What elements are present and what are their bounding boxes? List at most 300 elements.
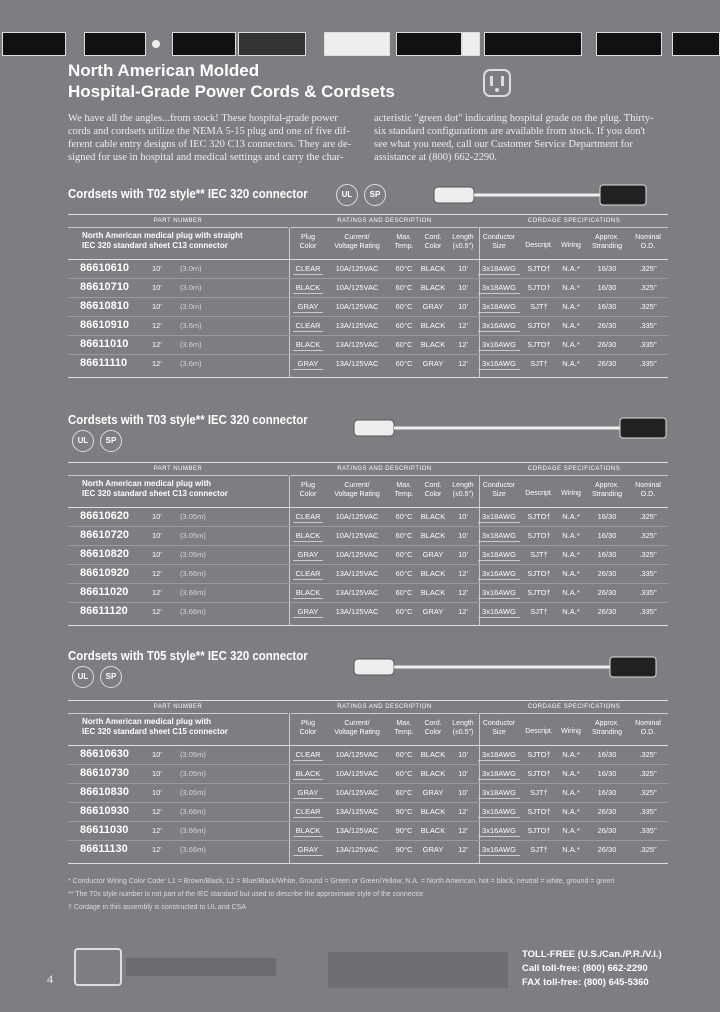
length-feet: 10': [152, 283, 162, 292]
column-header-plug: Plug Color: [299, 234, 317, 250]
column-header-cur: Current/ Voltage Rating: [334, 482, 380, 498]
cell-wir: N.A.*: [562, 302, 580, 311]
column-header-len: Length (±0.5"): [452, 482, 474, 498]
part-number: 86610620: [80, 510, 129, 522]
cell-desc: SJT†: [530, 359, 548, 368]
column-header-cord: Cord. Color: [424, 720, 442, 736]
section-heading: Cordsets with T05 style** IEC 320 connector: [68, 648, 308, 663]
cell-len: 10': [458, 788, 468, 797]
column-header-od: Nominal O.D.: [635, 234, 661, 250]
length-meters: (3.66m): [180, 807, 206, 816]
column-header-od: Nominal O.D.: [635, 720, 661, 736]
column-group-cordage: CORDAGE SPECIFICATIONS: [480, 463, 668, 476]
cell-temp: 60°C: [395, 788, 413, 797]
cell-cord: BLACK: [420, 807, 446, 816]
length-feet: 12': [152, 340, 162, 349]
cell-wir: N.A.*: [562, 569, 580, 578]
column-header-temp: Max. Temp.: [394, 234, 414, 250]
column-header-str: Approx. Stranding: [592, 234, 622, 250]
cell-od: .335": [639, 807, 657, 816]
table-row: [68, 316, 668, 336]
column-header-cond: Conductor Size: [482, 482, 516, 498]
uk-flag-icon: [238, 32, 306, 56]
cell-temp: 90°C: [395, 807, 413, 816]
column-header-plug: Plug Color: [299, 720, 317, 736]
title-line-2: Hospital-Grade Power Cords & Cordsets: [68, 82, 395, 101]
cell-wir: N.A.*: [562, 588, 580, 597]
length-meters: (3.0m): [180, 302, 202, 311]
cell-len: 10': [458, 550, 468, 559]
table-row: [68, 297, 668, 317]
table-row: [68, 278, 668, 298]
table-row: [68, 545, 668, 565]
cell-temp: 60°C: [395, 588, 413, 597]
cell-plug: CLEAR: [293, 750, 323, 761]
cell-wir: N.A.*: [562, 321, 580, 330]
column-header-cur: Current/ Voltage Rating: [334, 234, 380, 250]
cell-desc: SJTO†: [527, 512, 551, 521]
cordset-illustration: [350, 398, 680, 458]
cell-od: .335": [639, 340, 657, 349]
cell-cond: 3x18AWG: [478, 283, 520, 294]
cell-str: 16/30: [597, 750, 617, 759]
part-number: 86610720: [80, 529, 129, 541]
flag-icon: [396, 32, 462, 56]
column-header-cond: Conductor Size: [482, 234, 516, 250]
cell-cond: 3x18AWG: [478, 512, 520, 523]
cell-len: 12': [458, 340, 468, 349]
cell-desc: SJTO†: [527, 531, 551, 540]
cell-plug: GRAY: [293, 302, 323, 313]
table-row: [68, 764, 668, 784]
cell-cur: 13A/125VAC: [335, 359, 379, 368]
table-row: [68, 783, 668, 803]
cell-cur: 13A/125VAC: [335, 807, 379, 816]
column-header-wir: Wiring: [561, 728, 581, 735]
length-meters: (3.0m): [180, 264, 202, 273]
cell-wir: N.A.*: [562, 750, 580, 759]
cell-cord: GRAY: [422, 302, 444, 311]
column-header-desc: Descript.: [525, 728, 553, 735]
cell-cord: BLACK: [420, 769, 446, 778]
cell-temp: 90°C: [395, 845, 413, 854]
cell-cond: 3x18AWG: [478, 264, 520, 275]
cell-str: 16/30: [597, 302, 617, 311]
length-meters: (3.0m): [180, 283, 202, 292]
table-row: [68, 507, 668, 527]
cell-str: 26/30: [597, 569, 617, 578]
cell-len: 12': [458, 321, 468, 330]
cell-cond: 3x16AWG: [478, 569, 520, 580]
part-number: 86611110: [80, 357, 128, 369]
table-row: [68, 745, 668, 765]
cell-temp: 60°C: [395, 531, 413, 540]
cell-plug: GRAY: [293, 550, 323, 561]
footnote: * Conductor Wiring Color Code: L1 = Brown/Black, L2 = Blue/Black/White, Ground = Green or Green/Yellow; N.A. = North American, hot = black, neutral = white, ground = green: [68, 878, 615, 885]
part-number: 86610630: [80, 748, 129, 760]
cell-cur: 10A/125VAC: [335, 512, 379, 521]
cell-len: 10': [458, 264, 468, 273]
cell-str: 26/30: [597, 807, 617, 816]
column-group-part_number: PART NUMBER: [68, 463, 288, 476]
cell-cord: BLACK: [420, 569, 446, 578]
cell-str: 16/30: [597, 550, 617, 559]
column-group-cordage: CORDAGE SPECIFICATIONS: [480, 215, 668, 228]
cell-od: .335": [639, 569, 657, 578]
cell-cur: 10A/125VAC: [335, 769, 379, 778]
cell-od: .335": [639, 321, 657, 330]
length-meters: (3.05m): [180, 769, 206, 778]
cell-cur: 10A/125VAC: [335, 788, 379, 797]
cell-str: 26/30: [597, 588, 617, 597]
cell-temp: 60°C: [395, 302, 413, 311]
cell-str: 26/30: [597, 359, 617, 368]
page-title: [68, 60, 395, 102]
column-header-wir: Wiring: [561, 490, 581, 497]
cell-plug: CLEAR: [293, 512, 323, 523]
cell-cur: 10A/125VAC: [335, 264, 379, 273]
us-flag-icon: [324, 32, 390, 56]
page-number: 4: [47, 972, 53, 986]
cell-plug: BLACK: [293, 588, 323, 599]
cell-cord: GRAY: [422, 359, 444, 368]
address-block: [328, 952, 508, 988]
length-meters: (3.66m): [180, 588, 206, 597]
cell-cur: 13A/125VAC: [335, 826, 379, 835]
cell-od: .325": [639, 550, 657, 559]
cell-cond: 3x16AWG: [478, 807, 520, 818]
table-description: North American medical plug with straight IEC 320 standard sheet C13 connector: [82, 231, 243, 250]
cell-temp: 60°C: [395, 359, 413, 368]
contact-info: TOLL-FREE (U.S./Can./P.R./V.I.) Call toll-free: (800) 662-2290 FAX toll-free: (800) 645-5360: [522, 949, 662, 988]
length-meters: (3.66m): [180, 845, 206, 854]
cell-plug: GRAY: [293, 788, 323, 799]
flag-icon: [484, 32, 582, 56]
cell-desc: SJTO†: [527, 750, 551, 759]
cell-cord: BLACK: [420, 321, 446, 330]
cell-temp: 60°C: [395, 750, 413, 759]
flag-bar: [0, 28, 720, 58]
cell-len: 12': [458, 359, 468, 368]
cell-str: 26/30: [597, 607, 617, 616]
cell-cord: GRAY: [422, 788, 444, 797]
cell-desc: SJT†: [530, 788, 548, 797]
table-row: [68, 583, 668, 603]
part-number: 86610710: [80, 281, 129, 293]
cell-wir: N.A.*: [562, 807, 580, 816]
cell-cur: 13A/125VAC: [335, 588, 379, 597]
length-meters: (3.66m): [180, 607, 206, 616]
column-header-str: Approx. Stranding: [592, 720, 622, 736]
length-meters: (3.66m): [180, 826, 206, 835]
footer: [70, 944, 680, 994]
cell-desc: SJTO†: [527, 283, 551, 292]
cell-plug: CLEAR: [293, 264, 323, 275]
cell-cur: 13A/125VAC: [335, 569, 379, 578]
length-meters: (3.6m): [180, 359, 202, 368]
cell-cur: 13A/125VAC: [335, 607, 379, 616]
cell-cord: BLACK: [420, 340, 446, 349]
cell-cord: BLACK: [420, 531, 446, 540]
cell-wir: N.A.*: [562, 845, 580, 854]
cell-cord: BLACK: [420, 283, 446, 292]
table-row: [68, 821, 668, 841]
cell-desc: SJTO†: [527, 321, 551, 330]
cell-len: 12': [458, 826, 468, 835]
cell-cord: GRAY: [422, 845, 444, 854]
column-header-cond: Conductor Size: [482, 720, 516, 736]
cell-plug: BLACK: [293, 283, 323, 294]
cell-plug: CLEAR: [293, 569, 323, 580]
cell-od: .335": [639, 359, 657, 368]
cell-plug: GRAY: [293, 607, 323, 618]
cell-plug: BLACK: [293, 531, 323, 542]
cell-desc: SJTO†: [527, 588, 551, 597]
cordset-illustration: [350, 636, 670, 698]
cell-cond: 3x16AWG: [478, 845, 520, 856]
cell-cond: 3x16AWG: [478, 588, 520, 599]
cell-cord: GRAY: [422, 550, 444, 559]
cell-plug: CLEAR: [293, 321, 323, 332]
cell-str: 16/30: [597, 264, 617, 273]
table-row: [68, 354, 668, 374]
length-feet: 12': [152, 588, 162, 597]
length-feet: 12': [152, 607, 162, 616]
cell-cord: BLACK: [420, 750, 446, 759]
column-header-str: Approx. Stranding: [592, 482, 622, 498]
cell-cur: 10A/125VAC: [335, 531, 379, 540]
cell-temp: 90°C: [395, 826, 413, 835]
cell-str: 26/30: [597, 826, 617, 835]
length-meters: (3.05m): [180, 788, 206, 797]
cell-cond: 3x16AWG: [478, 321, 520, 332]
column-header-temp: Max. Temp.: [394, 482, 414, 498]
column-header-plug: Plug Color: [299, 482, 317, 498]
dot-icon: [152, 40, 160, 48]
ul-certification-icon: UL: [72, 666, 94, 688]
cell-od: .325": [639, 264, 657, 273]
part-number: 86610730: [80, 767, 129, 779]
cell-od: .325": [639, 845, 657, 854]
cell-desc: SJTO†: [527, 769, 551, 778]
column-group-ratings: RATINGS AND DESCRIPTION: [291, 215, 478, 228]
table-row: [68, 259, 668, 279]
cell-od: .325": [639, 531, 657, 540]
part-number: 86610920: [80, 567, 129, 579]
length-feet: 12': [152, 321, 162, 330]
cell-od: .335": [639, 588, 657, 597]
column-header-temp: Max. Temp.: [394, 720, 414, 736]
cell-cord: BLACK: [420, 826, 446, 835]
column-group-part_number: PART NUMBER: [68, 701, 288, 714]
cell-str: 26/30: [597, 845, 617, 854]
column-header-od: Nominal O.D.: [635, 482, 661, 498]
cell-str: 16/30: [597, 531, 617, 540]
cell-plug: GRAY: [293, 845, 323, 856]
cell-str: 16/30: [597, 788, 617, 797]
table-row: [68, 335, 668, 355]
part-number: 86610820: [80, 548, 129, 560]
cell-desc: SJT†: [530, 550, 548, 559]
cell-wir: N.A.*: [562, 550, 580, 559]
flag-icon: [84, 32, 146, 56]
length-feet: 10': [152, 264, 162, 273]
parts-table: [68, 462, 668, 626]
cell-desc: SJTO†: [527, 340, 551, 349]
flag-icon: [172, 32, 236, 56]
cell-len: 10': [458, 769, 468, 778]
length-meters: (3.6m): [180, 321, 202, 330]
column-group-ratings: RATINGS AND DESCRIPTION: [291, 463, 478, 476]
section-heading: Cordsets with T03 style** IEC 320 connector: [68, 412, 308, 427]
csa-certification-icon: SP: [100, 666, 122, 688]
cell-temp: 60°C: [395, 321, 413, 330]
flag-icon: [672, 32, 720, 56]
cell-temp: 60°C: [395, 550, 413, 559]
cell-cond: 3x18AWG: [478, 302, 520, 313]
cell-temp: 60°C: [395, 512, 413, 521]
cell-plug: GRAY: [293, 359, 323, 370]
cell-temp: 60°C: [395, 769, 413, 778]
length-meters: (3.66m): [180, 569, 206, 578]
cell-cond: 3x18AWG: [478, 769, 520, 780]
cell-wir: N.A.*: [562, 264, 580, 273]
length-meters: (3.05m): [180, 512, 206, 521]
cell-desc: SJTO†: [527, 264, 551, 273]
cell-desc: SJTO†: [527, 826, 551, 835]
csa-certification-icon: SP: [364, 184, 386, 206]
column-header-wir: Wiring: [561, 242, 581, 249]
cell-wir: N.A.*: [562, 283, 580, 292]
column-header-cord: Cord. Color: [424, 234, 442, 250]
phone-link[interactable]: Call toll-free: (800) 662-2290: [522, 963, 648, 974]
part-number: 86610930: [80, 805, 129, 817]
length-feet: 10': [152, 750, 162, 759]
cell-temp: 60°C: [395, 264, 413, 273]
part-number: 86611030: [80, 824, 129, 836]
intro-col-2: acteristic "green dot" indicating hospital grade on the plug. Thirty- six standard configurations are available from stock. If you don't see what you need, call our Customer Service Department for assistance at (800) 662-2290.: [374, 113, 654, 163]
cell-desc: SJT†: [530, 302, 548, 311]
cell-cond: 3x18AWG: [478, 788, 520, 799]
cell-cond: 3x16AWG: [478, 826, 520, 837]
length-feet: 10': [152, 512, 162, 521]
cell-cur: 13A/125VAC: [335, 845, 379, 854]
cell-len: 12': [458, 588, 468, 597]
cell-plug: CLEAR: [293, 807, 323, 818]
part-number: 86610610: [80, 262, 129, 274]
column-group-ratings: RATINGS AND DESCRIPTION: [291, 701, 478, 714]
ul-certification-icon: UL: [336, 184, 358, 206]
cell-od: .325": [639, 750, 657, 759]
company-name: [126, 958, 276, 976]
cell-wir: N.A.*: [562, 340, 580, 349]
table-row: [68, 564, 668, 584]
cell-cur: 10A/125VAC: [335, 283, 379, 292]
cell-str: 26/30: [597, 321, 617, 330]
cell-cond: 3x16AWG: [478, 359, 520, 370]
cell-len: 12': [458, 607, 468, 616]
part-number: 86610810: [80, 300, 129, 312]
cell-str: 16/30: [597, 283, 617, 292]
cell-len: 10': [458, 283, 468, 292]
table-row: [68, 602, 668, 622]
length-feet: 12': [152, 807, 162, 816]
intro-col-1: We have all the angles...from stock! These hospital-grade power cords and cordsets utilize the NEMA 5-15 plug and one of five dif- ferent cable entry designs of IEC 320 C13 connectors. They are de- signed for use in hospital and medical settings and carry the char-: [68, 113, 352, 163]
cell-cur: 10A/125VAC: [335, 302, 379, 311]
flag-icon: [2, 32, 66, 56]
section-heading: Cordsets with T02 style** IEC 320 connector: [68, 186, 308, 201]
csa-certification-icon: SP: [100, 430, 122, 452]
column-header-desc: Descript.: [525, 242, 553, 249]
table-row: [68, 840, 668, 860]
cell-od: .325": [639, 512, 657, 521]
cell-desc: SJTO†: [527, 807, 551, 816]
table-description: North American medical plug with IEC 320 standard sheet C15 connector: [82, 717, 228, 736]
cell-desc: SJT†: [530, 607, 548, 616]
cell-len: 12': [458, 807, 468, 816]
cell-plug: BLACK: [293, 826, 323, 837]
company-logo: [74, 948, 122, 986]
table-row: [68, 526, 668, 546]
length-feet: 10': [152, 788, 162, 797]
cell-wir: N.A.*: [562, 607, 580, 616]
length-meters: (3.6m): [180, 340, 202, 349]
length-feet: 10': [152, 769, 162, 778]
cell-od: .335": [639, 607, 657, 616]
cell-od: .325": [639, 769, 657, 778]
part-number: 86610910: [80, 319, 129, 331]
part-number: 86611010: [80, 338, 129, 350]
cell-od: .325": [639, 788, 657, 797]
cell-len: 12': [458, 569, 468, 578]
column-group-part_number: PART NUMBER: [68, 215, 288, 228]
ul-certification-icon: UL: [72, 430, 94, 452]
cell-cond: 3x16AWG: [478, 607, 520, 618]
part-number: 86610830: [80, 786, 129, 798]
cell-od: .335": [639, 826, 657, 835]
title-line-1: North American Molded: [68, 61, 260, 80]
cell-wir: N.A.*: [562, 359, 580, 368]
length-feet: 10': [152, 302, 162, 311]
cell-cur: 10A/125VAC: [335, 550, 379, 559]
flag-icon: [596, 32, 662, 56]
column-header-len: Length (±0.5"): [452, 720, 474, 736]
cell-cond: 3x18AWG: [478, 531, 520, 542]
cell-cord: BLACK: [420, 264, 446, 273]
table-description: North American medical plug with IEC 320 standard sheet C13 connector: [82, 479, 228, 498]
footnote: ** The T0x style number is not part of the IEC standard but used to describe the approximate style of the connector.: [68, 891, 425, 898]
cell-str: 16/30: [597, 512, 617, 521]
cell-len: 10': [458, 750, 468, 759]
length-feet: 12': [152, 569, 162, 578]
cell-wir: N.A.*: [562, 826, 580, 835]
part-number: 86611020: [80, 586, 129, 598]
cell-len: 12': [458, 845, 468, 854]
length-feet: 10': [152, 550, 162, 559]
cell-od: .325": [639, 302, 657, 311]
cell-cord: BLACK: [420, 512, 446, 521]
column-group-cordage: CORDAGE SPECIFICATIONS: [480, 701, 668, 714]
cell-temp: 60°C: [395, 340, 413, 349]
cell-cond: 3x16AWG: [478, 340, 520, 351]
cell-cord: GRAY: [422, 607, 444, 616]
cell-wir: N.A.*: [562, 769, 580, 778]
length-meters: (3.05m): [180, 531, 206, 540]
column-header-cord: Cord. Color: [424, 482, 442, 498]
cell-temp: 60°C: [395, 607, 413, 616]
cell-temp: 60°C: [395, 569, 413, 578]
cell-cur: 13A/125VAC: [335, 321, 379, 330]
